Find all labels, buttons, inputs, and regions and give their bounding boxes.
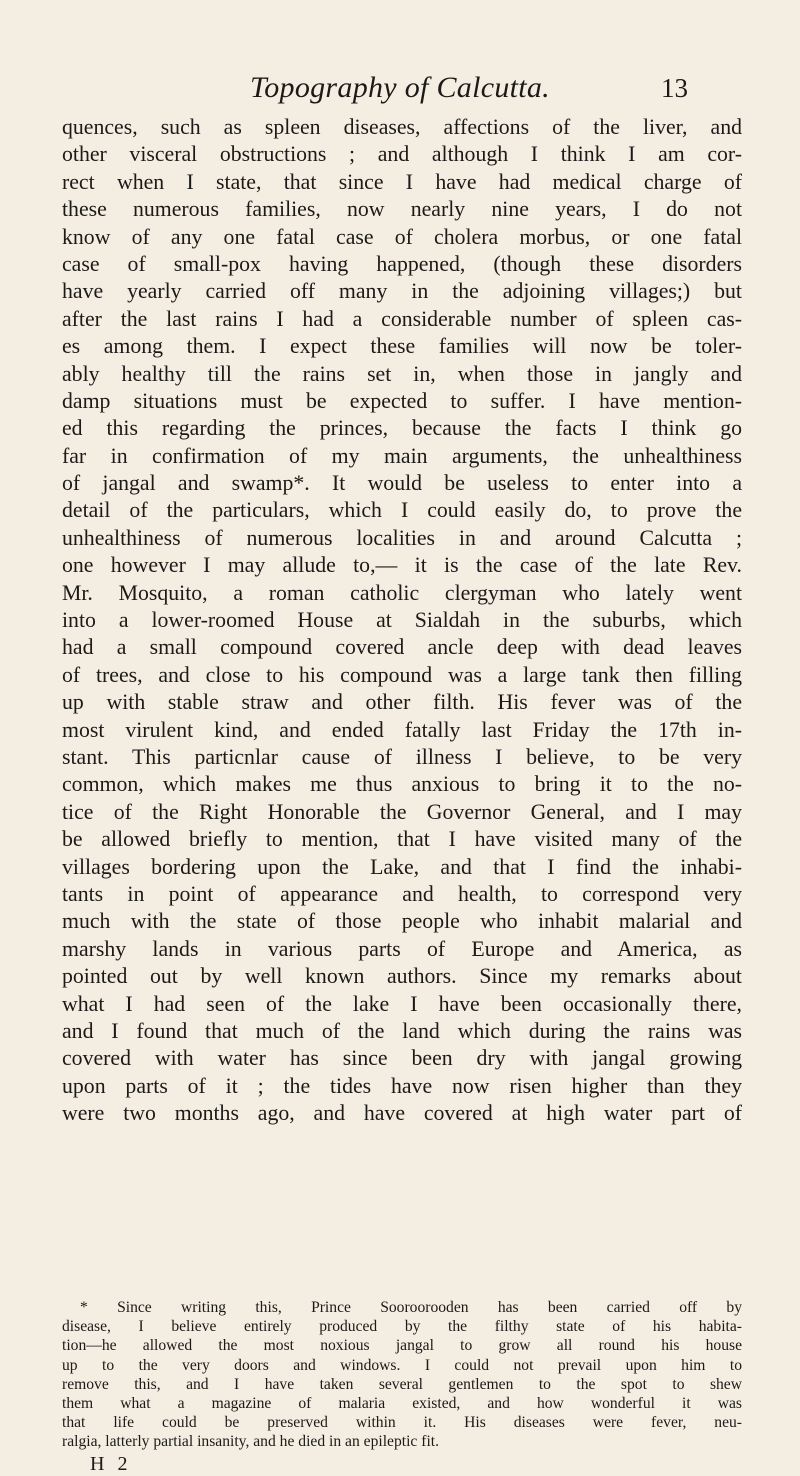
body-line: rect when I state, that since I have had medical charge of: [62, 169, 742, 194]
body-line: detail of the particulars, which I could easily do, to prove the: [62, 498, 742, 523]
body-line: covered with water has since been dry with jangal growing: [62, 1046, 742, 1071]
body-line: villages bordering upon the Lake, and that I find the inhabi-: [62, 854, 742, 879]
body-line: unhealthiness of numerous localities in and around Calcutta ;: [62, 525, 742, 550]
body-line: marshy lands in various parts of Europe and America, as: [62, 936, 742, 961]
body-line: upon parts of it ; the tides have now risen higher than they: [62, 1073, 742, 1098]
body-line: tice of the Right Honorable the Governor General, and I may: [62, 799, 742, 824]
footnote-line: disease, I believe entirely produced by the filthy state of his habita-: [62, 1318, 742, 1336]
body-text: [62, 114, 742, 1127]
body-line: and I found that much of the land which during the rains was: [62, 1018, 742, 1043]
body-line: common, which makes me thus anxious to bring it to the no-: [62, 772, 742, 797]
body-line: stant. This particnlar cause of illness I believe, to be very: [62, 744, 742, 769]
body-line: tants in point of appearance and health, to correspond very: [62, 881, 742, 906]
body-line: up with stable straw and other filth. His fever was of the: [62, 690, 742, 715]
footnote-line: them what a magazine of malaria existed, and how wonderful it was: [62, 1394, 742, 1412]
running-head: [0, 68, 800, 108]
body-line: of trees, and close to his compound was a large tank then filling: [62, 662, 742, 687]
footnote-line: tion—he allowed the most noxious jangal to grow all round his house: [62, 1337, 742, 1355]
body-line: es among them. I expect these families will now be toler-: [62, 334, 742, 359]
body-line: far in confirmation of my main arguments, the unhealthiness: [62, 443, 742, 468]
body-line: Mr. Mosquito, a roman catholic clergyman who lately went: [62, 580, 742, 605]
body-line: pointed out by well known authors. Since my remarks about: [62, 964, 742, 989]
body-line: were two months ago, and have covered at high water part of: [62, 1101, 742, 1126]
body-line: be allowed briefly to mention, that I have visited many of the: [62, 827, 742, 852]
footnote-line: that life could be preserved within it. His diseases were fever, neu-: [62, 1414, 742, 1432]
body-line: other visceral obstructions ; and although I think I am cor-: [62, 142, 742, 167]
body-line: much with the state of those people who inhabit malarial and: [62, 909, 742, 934]
body-line: ed this regarding the princes, because the facts I think go: [62, 416, 742, 441]
body-line: ably healthy till the rains set in, when those in jangly and: [62, 361, 742, 386]
body-line: into a lower-roomed House at Sialdah in the suburbs, which: [62, 608, 742, 633]
body-line: have yearly carried off many in the adjoining villages;) but: [62, 279, 742, 304]
body-line: damp situations must be expected to suffer. I have mention-: [62, 388, 742, 413]
body-line: these numerous families, now nearly nine years, I do not: [62, 197, 742, 222]
footnote-line: * Since writing this, Prince Sooroorooden has been carried off by: [80, 1299, 742, 1316]
body-line: case of small-pox having happened, (though these disorders: [62, 251, 742, 276]
body-line: one however I may allude to,— it is the case of the late Rev.: [62, 553, 742, 578]
body-line: most virulent kind, and ended fatally last Friday the 17th in-: [62, 717, 742, 742]
body-line: know of any one fatal case of cholera morbus, or one fatal: [62, 224, 742, 249]
body-line: quences, such as spleen diseases, affections of the liver, and: [62, 115, 742, 139]
footnote-line: ralgia, latterly partial insanity, and he died in an epileptic fit.: [62, 1433, 440, 1451]
footnote: [62, 1298, 742, 1452]
footnote-line: up to the very doors and windows. I could not prevail upon him to: [62, 1356, 742, 1374]
page-number: 13: [661, 73, 688, 103]
body-line: what I had seen of the lake I have been occasionally there,: [62, 991, 742, 1016]
signature-mark: H 2: [90, 1453, 132, 1475]
body-line: after the last rains I had a considerable number of spleen cas-: [62, 306, 742, 331]
footnote-line: remove this, and I have taken several gentlemen to the spot to shew: [62, 1375, 742, 1393]
body-line: of jangal and swamp*. It would be useless to enter into a: [62, 471, 742, 496]
body-line: had a small compound covered ancle deep with dead leaves: [62, 635, 742, 660]
running-title: Topography of Calcutta.: [250, 71, 550, 104]
